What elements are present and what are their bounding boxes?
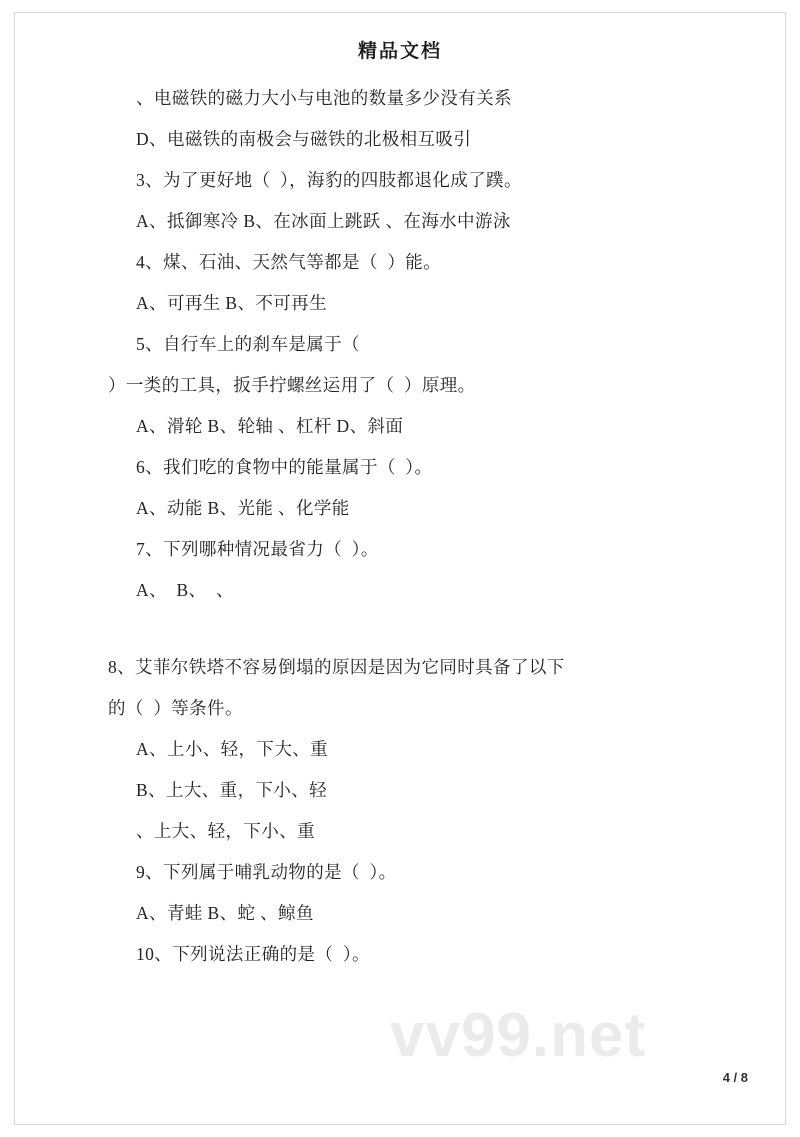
page-number: 4 / 8 bbox=[722, 1070, 748, 1085]
document-line: D、电磁铁的南极会与磁铁的北极相互吸引 bbox=[136, 129, 472, 149]
document-body bbox=[108, 78, 708, 975]
document-line: A、 B、 、 bbox=[136, 580, 234, 600]
document-line: 4、煤、石油、天然气等都是（ ）能。 bbox=[136, 252, 442, 272]
document-line: A、抵御寒冷 B、在冰面上跳跃 、在海水中游泳 bbox=[136, 211, 511, 231]
document-line: 3、为了更好地（ ），海豹的四肢都退化成了蹼。 bbox=[136, 170, 522, 190]
document-line: 9、下列属于哺乳动物的是（ ）。 bbox=[136, 862, 397, 882]
document-line: 8、艾菲尔铁塔不容易倒塌的原因是因为它同时具备了以下 bbox=[108, 657, 565, 677]
watermark: vv99.net bbox=[390, 1001, 647, 1070]
document-line: A、上小、轻，下大、重 bbox=[136, 739, 329, 759]
document-line: 、电磁铁的磁力大小与电池的数量多少没有关系 bbox=[136, 88, 512, 108]
document-line: B、上大、重，下小、轻 bbox=[136, 780, 328, 800]
document-line: 7、下列哪种情况最省力（ ）。 bbox=[136, 539, 379, 559]
document-line: 10、下列说法正确的是（ ）。 bbox=[136, 944, 370, 964]
document-line: A、滑轮 B、轮轴 、杠杆 D、斜面 bbox=[136, 416, 404, 436]
document-line: 的（ ）等条件。 bbox=[108, 698, 243, 718]
document-line: 6、我们吃的食物中的能量属于（ ）。 bbox=[136, 457, 433, 477]
document-line: A、青蛙 B、蛇 、鲸鱼 bbox=[136, 903, 314, 923]
document-line: A、动能 B、光能 、化学能 bbox=[136, 498, 350, 518]
document-line: 、上大、轻，下小、重 bbox=[136, 821, 315, 841]
document-line: ）一类的工具，扳手拧螺丝运用了（ ）原理。 bbox=[108, 375, 476, 395]
document-line: 5、自行车上的刹车是属于（ bbox=[136, 334, 360, 354]
document-header-title: 精品文档 bbox=[357, 41, 442, 62]
document-line: A、可再生 B、不可再生 bbox=[136, 293, 327, 313]
